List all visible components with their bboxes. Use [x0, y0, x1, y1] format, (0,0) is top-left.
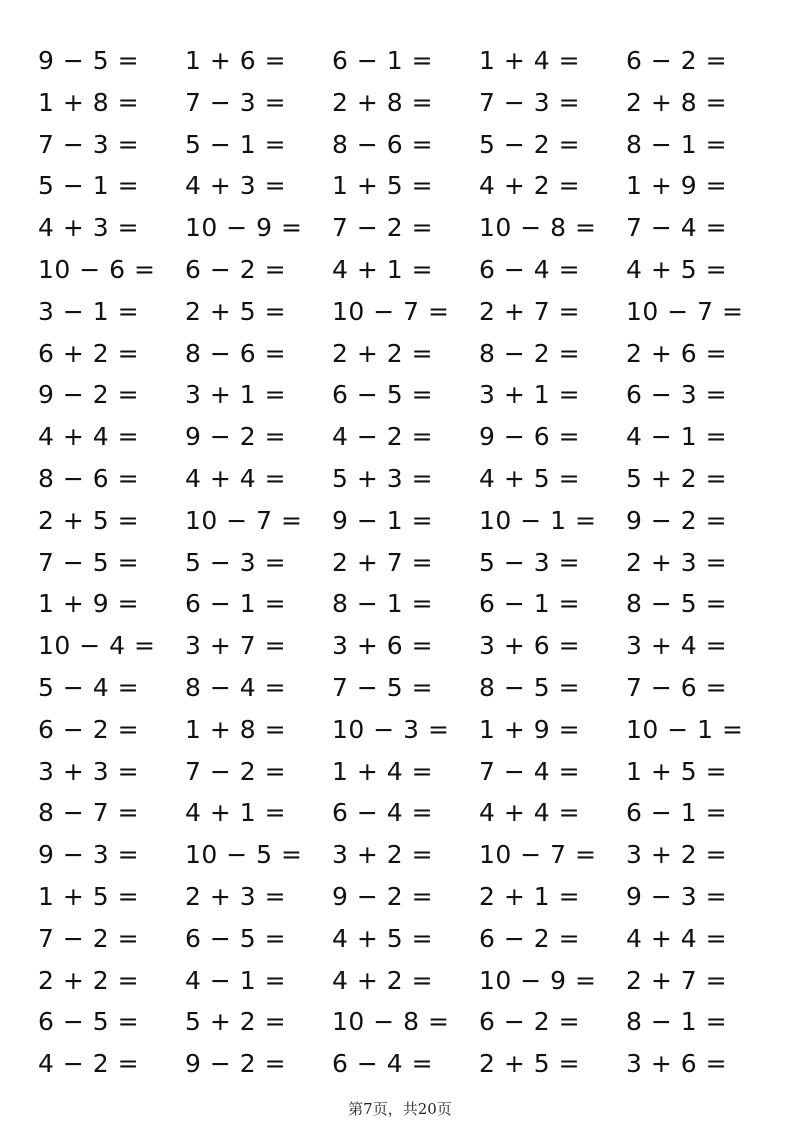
math-problem: 6 − 1 =: [479, 589, 581, 619]
math-problem: 3 − 1 =: [38, 296, 140, 326]
math-problem: 2 + 7 =: [332, 547, 434, 577]
math-problem: 7 − 5 =: [332, 672, 434, 702]
math-problem: 6 + 2 =: [38, 338, 140, 368]
math-problem: 2 + 3 =: [185, 881, 287, 911]
math-problem: 5 − 1 =: [185, 129, 287, 159]
math-problem: 4 + 5 =: [332, 923, 434, 953]
math-problem: 5 − 3 =: [479, 547, 581, 577]
math-problem: 1 + 4 =: [332, 756, 434, 786]
math-problem: 1 + 8 =: [38, 87, 140, 117]
math-problem: 8 − 1 =: [626, 1007, 728, 1037]
math-problem: 3 + 1 =: [185, 380, 287, 410]
math-problem: 7 − 6 =: [626, 672, 728, 702]
math-problem: 10 − 4 =: [38, 631, 156, 661]
math-problem: 8 − 5 =: [479, 672, 581, 702]
math-problem: 1 + 9 =: [38, 589, 140, 619]
math-problem: 2 + 5 =: [38, 505, 140, 535]
math-problem: 9 − 1 =: [332, 505, 434, 535]
math-problem: 1 + 9 =: [479, 714, 581, 744]
math-problem: 10 − 9 =: [479, 965, 597, 995]
math-problem: 10 − 7 =: [332, 296, 450, 326]
math-problem: 10 − 8 =: [332, 1007, 450, 1037]
math-problem: 6 − 5 =: [332, 380, 434, 410]
math-problem: 5 − 4 =: [38, 672, 140, 702]
math-problem: 8 − 1 =: [626, 129, 728, 159]
math-problem: 8 − 4 =: [185, 672, 287, 702]
math-problem: 9 − 2 =: [626, 505, 728, 535]
math-problem: 7 − 3 =: [479, 87, 581, 117]
math-problem: 2 + 5 =: [479, 1049, 581, 1079]
math-problem: 10 − 3 =: [332, 714, 450, 744]
math-problem: 1 + 5 =: [332, 171, 434, 201]
math-problem: 7 − 5 =: [38, 547, 140, 577]
math-problem: 8 − 6 =: [38, 463, 140, 493]
math-problem: 2 + 3 =: [626, 547, 728, 577]
math-problem: 4 − 1 =: [185, 965, 287, 995]
math-problem: 2 + 7 =: [479, 296, 581, 326]
math-problem: 5 + 2 =: [185, 1007, 287, 1037]
math-problem: 6 − 3 =: [626, 380, 728, 410]
math-problem: 6 − 2 =: [38, 714, 140, 744]
math-problem: 10 − 1 =: [479, 505, 597, 535]
math-problem: 4 + 4 =: [185, 463, 287, 493]
math-problem: 7 − 2 =: [38, 923, 140, 953]
math-problem: 3 + 1 =: [479, 380, 581, 410]
math-problem: 4 + 4 =: [38, 422, 140, 452]
math-problem: 7 − 2 =: [185, 756, 287, 786]
math-problem: 2 + 6 =: [626, 338, 728, 368]
problem-grid: [38, 40, 773, 1085]
math-problem: 4 + 3 =: [38, 213, 140, 243]
math-problem: 4 − 1 =: [626, 422, 728, 452]
math-problem: 4 + 4 =: [479, 798, 581, 828]
math-problem: 6 − 2 =: [185, 254, 287, 284]
math-problem: 10 − 9 =: [185, 213, 303, 243]
math-problem: 1 + 6 =: [185, 46, 287, 75]
math-problem: 5 + 3 =: [332, 463, 434, 493]
math-problem: 4 + 5 =: [626, 254, 728, 284]
math-problem: 6 − 1 =: [626, 798, 728, 828]
math-problem: 1 + 5 =: [626, 756, 728, 786]
math-problem: 1 + 4 =: [479, 46, 581, 75]
math-problem: 6 − 4 =: [479, 254, 581, 284]
math-problem: 3 + 2 =: [626, 840, 728, 870]
math-problem: 2 + 7 =: [626, 965, 728, 995]
math-problem: 7 − 3 =: [185, 87, 287, 117]
math-problem: 6 − 2 =: [626, 46, 728, 75]
math-problem: 6 − 1 =: [185, 589, 287, 619]
math-problem: 1 + 8 =: [185, 714, 287, 744]
math-problem: 1 + 9 =: [626, 171, 728, 201]
math-problem: 9 − 2 =: [185, 1049, 287, 1079]
math-problem: 9 − 3 =: [626, 881, 728, 911]
math-problem: 6 − 2 =: [479, 1007, 581, 1037]
math-problem: 8 − 2 =: [479, 338, 581, 368]
math-problem: 9 − 2 =: [38, 380, 140, 410]
math-problem: 2 + 2 =: [332, 338, 434, 368]
math-problem: 4 + 1 =: [332, 254, 434, 284]
math-problem: 3 + 4 =: [626, 631, 728, 661]
math-problem: 10 − 7 =: [626, 296, 744, 326]
math-problem: 9 − 3 =: [38, 840, 140, 870]
math-problem: 6 − 5 =: [38, 1007, 140, 1037]
math-problem: 10 − 1 =: [626, 714, 744, 744]
math-problem: 1 + 5 =: [38, 881, 140, 911]
math-problem: 8 − 5 =: [626, 589, 728, 619]
math-problem: 4 + 3 =: [185, 171, 287, 201]
math-problem: 7 − 4 =: [479, 756, 581, 786]
math-problem: 5 + 2 =: [626, 463, 728, 493]
math-problem: 10 − 5 =: [185, 840, 303, 870]
math-problem: 3 + 2 =: [332, 840, 434, 870]
math-problem: 6 − 4 =: [332, 1049, 434, 1079]
math-problem: 3 + 7 =: [185, 631, 287, 661]
math-problem: 3 + 3 =: [38, 756, 140, 786]
math-problem: 2 + 2 =: [38, 965, 140, 995]
math-problem: 9 − 6 =: [479, 422, 581, 452]
math-problem: 8 − 6 =: [185, 338, 287, 368]
math-problem: 7 − 3 =: [38, 129, 140, 159]
math-problem: 4 + 4 =: [626, 923, 728, 953]
math-problem: 9 − 2 =: [185, 422, 287, 452]
math-problem: 5 − 2 =: [479, 129, 581, 159]
math-problem: 6 − 2 =: [479, 923, 581, 953]
math-problem: 8 − 1 =: [332, 589, 434, 619]
math-problem: 4 − 2 =: [38, 1049, 140, 1079]
math-problem: 2 + 1 =: [479, 881, 581, 911]
math-problem: 3 + 6 =: [332, 631, 434, 661]
math-problem: 10 − 6 =: [38, 254, 156, 284]
math-problem: 9 − 5 =: [38, 46, 140, 75]
math-problem: 4 + 5 =: [479, 463, 581, 493]
math-problem: 8 − 6 =: [332, 129, 434, 159]
math-problem: 6 − 1 =: [332, 46, 434, 75]
math-problem: 6 − 5 =: [185, 923, 287, 953]
math-problem: 5 − 3 =: [185, 547, 287, 577]
math-problem: 10 − 8 =: [479, 213, 597, 243]
math-problem: 4 + 2 =: [479, 171, 581, 201]
math-problem: 10 − 7 =: [479, 840, 597, 870]
math-problem: 3 + 6 =: [479, 631, 581, 661]
math-problem: 5 − 1 =: [38, 171, 140, 201]
math-problem: 4 + 1 =: [185, 798, 287, 828]
math-problem: 4 + 2 =: [332, 965, 434, 995]
math-problem: 4 − 2 =: [332, 422, 434, 452]
math-problem: 7 − 4 =: [626, 213, 728, 243]
math-problem: 8 − 7 =: [38, 798, 140, 828]
math-problem: 6 − 4 =: [332, 798, 434, 828]
math-problem: 10 − 7 =: [185, 505, 303, 535]
page-number-footer: 第7页，共20页: [348, 1100, 452, 1118]
math-problem: 9 − 2 =: [332, 881, 434, 911]
math-problem: 2 + 8 =: [626, 87, 728, 117]
math-problem: 2 + 8 =: [332, 87, 434, 117]
math-problem: 3 + 6 =: [626, 1049, 728, 1079]
math-problem: 2 + 5 =: [185, 296, 287, 326]
math-problem: 7 − 2 =: [332, 213, 434, 243]
